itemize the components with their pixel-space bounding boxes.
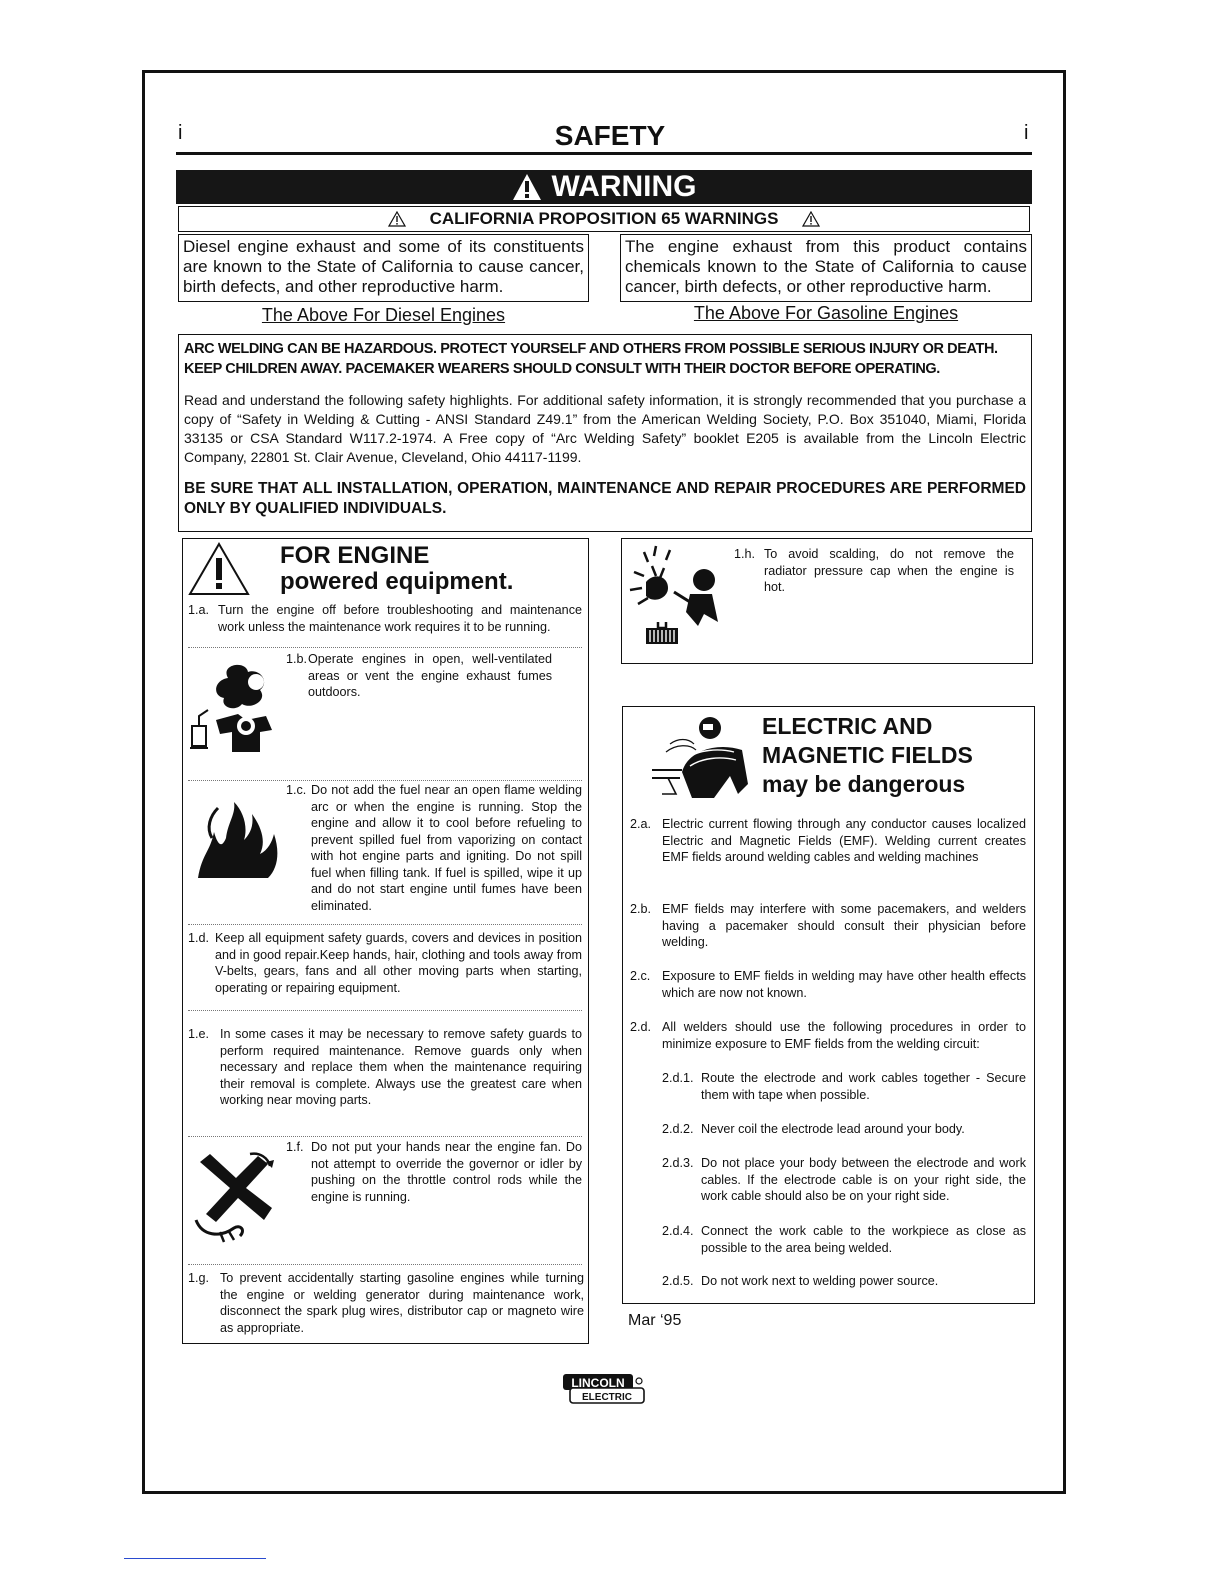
item-text: Do not place your body between the electrode and work cables. If the electrode cable is on your right side, the work cable should also be on your right side. bbox=[701, 1156, 1026, 1203]
engine-item-1g bbox=[188, 1270, 584, 1336]
divider bbox=[188, 1264, 582, 1265]
california-title: CALIFORNIA PROPOSITION 65 WARNINGS bbox=[429, 209, 779, 228]
emf-item-2d bbox=[630, 1019, 1026, 1052]
emf-subitem-2d4 bbox=[662, 1223, 1026, 1256]
logo-text-top: LINCOLN bbox=[571, 1376, 625, 1390]
emf-welder-icon bbox=[648, 714, 752, 804]
warning-banner bbox=[176, 170, 1032, 204]
caution-triangle-icon bbox=[388, 211, 406, 227]
california-title-row bbox=[178, 206, 1030, 232]
engine-item-1e bbox=[188, 1026, 582, 1109]
page-number-left: i bbox=[178, 122, 183, 144]
radiator-steam-icon bbox=[624, 542, 722, 652]
item-text: Connect the work cable to the workpiece as close as possible to the area being welded. bbox=[701, 1224, 1026, 1255]
item-number: 2.d.3. bbox=[662, 1156, 694, 1170]
gasoline-caption: The Above For Gasoline Engines bbox=[693, 303, 959, 323]
page-number-right: i bbox=[1024, 122, 1029, 144]
item-number: 2.d. bbox=[630, 1020, 652, 1034]
divider bbox=[188, 1010, 582, 1011]
item-text: Electric current flowing through any conductor causes localized Electric and Magnetic Fields (EMF). Welding current creates EMF fields around welding cables and welding machines bbox=[662, 817, 1026, 864]
warning-label: WARNING bbox=[551, 170, 697, 203]
item-number: 2.d.5. bbox=[662, 1274, 694, 1288]
warning-triangle-icon bbox=[512, 173, 542, 201]
arc-qualified-text: BE SURE THAT ALL INSTALLATION, OPERATION, MAINTENANCE AND REPAIR PROCEDURES ARE PERFORMED ONLY BY QUALIFIED INDIVIDUALS. bbox=[184, 480, 1026, 517]
item-text: Do not work next to welding power source. bbox=[701, 1274, 939, 1288]
engine-fumes-icon bbox=[186, 660, 280, 756]
emf-subitem-2d5 bbox=[662, 1273, 1026, 1290]
gasoline-warning-box: The engine exhaust from this product contains chemicals known to the State of California to cause cancer, birth defects, or other reproductive harm. bbox=[620, 234, 1032, 302]
item-text: To prevent accidentally starting gasoline engines while turning the engine or welding generator during maintenance work, disconnect the spark plug wires, distributor cap or magneto wire as appropriate. bbox=[220, 1271, 584, 1335]
item-number: 1.f. bbox=[286, 1140, 304, 1154]
item-number: 1.e. bbox=[188, 1027, 210, 1041]
emf-subitem-2d2 bbox=[662, 1121, 1026, 1138]
arc-welding-box bbox=[178, 334, 1032, 532]
item-text: In some cases it may be necessary to remove safety guards to perform required maintenance. Remove guards only when necessary and replace them when the maintenance requiring their removal is complete. Always use the greatest care when working near moving parts. bbox=[220, 1027, 582, 1107]
emf-item-2a bbox=[630, 816, 1026, 866]
lincoln-electric-logo bbox=[562, 1372, 646, 1406]
item-text: Turn the engine off before troubleshooting and maintenance work unless the maintenance work requires it to be running. bbox=[218, 603, 582, 634]
flame-icon bbox=[192, 798, 284, 882]
divider bbox=[188, 924, 582, 925]
item-number: 2.d.4. bbox=[662, 1224, 694, 1238]
item-number: 2.d.2. bbox=[662, 1122, 694, 1136]
emf-item-2b bbox=[630, 901, 1026, 951]
item-text: EMF fields may interfere with some pacemakers, and welders having a pacemaker should consult their physician before welding. bbox=[662, 902, 1026, 949]
engine-title-1: FOR ENGINE bbox=[280, 542, 430, 569]
caution-triangle-icon bbox=[802, 211, 820, 227]
divider bbox=[188, 1136, 582, 1137]
emf-subitem-2d3 bbox=[662, 1155, 1026, 1205]
engine-item-1d bbox=[188, 930, 582, 996]
fan-hand-icon bbox=[190, 1148, 280, 1244]
divider bbox=[188, 647, 582, 648]
engine-title-2: powered equipment. bbox=[280, 568, 514, 595]
caution-triangle-icon bbox=[188, 542, 250, 596]
item-number: 1.c. bbox=[286, 783, 307, 797]
logo-text-bottom: ELECTRIC bbox=[582, 1392, 632, 1403]
engine-item-1a bbox=[188, 602, 582, 635]
item-text: To avoid scalding, do not remove the radiator pressure cap when the engine is hot. bbox=[764, 547, 1014, 594]
arc-headline-1: ARC WELDING CAN BE HAZARDOUS. PROTECT YOURSELF AND OTHERS FROM POSSIBLE SERIOUS INJURY OR DEATH. bbox=[184, 341, 998, 357]
emf-title-3: may be dangerous bbox=[762, 771, 966, 797]
item-text: Do not add the fuel near an open flame welding arc or when the engine is running. Stop the engine and allow it to cool before refueling to prevent spilled fuel from vaporizing on contact with hot engine parts and igniting. Do not spill fuel when filling tank. If fuel is spilled, wipe it up and do not start engine until fumes have been eliminated. bbox=[311, 783, 582, 913]
item-number: 1.b. bbox=[286, 652, 308, 666]
emf-item-2c bbox=[630, 968, 1026, 1001]
diesel-warning-box: Diesel engine exhaust and some of its constituents are known to the State of California to cause cancer, birth defects, and other reproductive harm. bbox=[178, 234, 589, 302]
engine-item-1b bbox=[286, 651, 552, 701]
item-number: 2.c. bbox=[630, 969, 651, 983]
radiator-item-1h bbox=[734, 546, 1014, 596]
diesel-caption: The Above For Diesel Engines bbox=[261, 305, 506, 325]
arc-read-text: Read and understand the following safety highlights. For additional safety information, it is strongly recommended that you purchase a copy of “Safety in Welding & Cutting - ANSI Standard Z49.1” from the American Welding Society, P.O. Box 351040, Miami, Florida 33135 or CSA Standard W117.2-1974. A Free copy of “Arc Welding Safety” booklet E205 is available from the Lincoln Electric Company, 22801 St. Clair Avenue, Cleveland, Ohio 44117-1199. bbox=[184, 392, 1026, 465]
item-text: Exposure to EMF fields in welding may have other health effects which are now not known. bbox=[662, 969, 1026, 1000]
item-number: 1.h. bbox=[734, 547, 756, 561]
item-number: 1.d. bbox=[188, 931, 210, 945]
revision-date: Mar ‘95 bbox=[628, 1312, 682, 1329]
title-rule bbox=[176, 152, 1032, 155]
item-number: 1.a. bbox=[188, 603, 210, 617]
item-number: 2.d.1. bbox=[662, 1071, 694, 1085]
page-title: SAFETY bbox=[554, 120, 666, 151]
engine-item-1f bbox=[286, 1139, 582, 1205]
item-text: All welders should use the following procedures in order to minimize exposure to EMF fields from the welding circuit: bbox=[662, 1020, 1026, 1051]
item-text: Keep all equipment safety guards, covers and devices in position and in good repair.Keep hands, hair, clothing and tools away from V-belts, gears, fans and all other moving parts when starting, operating or repairing equipment. bbox=[215, 931, 582, 995]
item-text: Never coil the electrode lead around your body. bbox=[701, 1122, 965, 1136]
emf-title-1: ELECTRIC AND bbox=[762, 713, 933, 739]
engine-item-1c bbox=[286, 782, 582, 914]
item-text: Operate engines in open, well-ventilated areas or vent the engine exhaust fumes outdoors. bbox=[308, 652, 552, 699]
item-text: Route the electrode and work cables together - Secure them with tape when possible. bbox=[701, 1071, 1026, 1102]
link-underline bbox=[124, 1558, 266, 1559]
emf-title-2: MAGNETIC FIELDS bbox=[762, 742, 973, 768]
item-number: 2.b. bbox=[630, 902, 652, 916]
item-number: 2.a. bbox=[630, 817, 652, 831]
divider bbox=[188, 780, 582, 781]
item-number: 1.g. bbox=[188, 1271, 210, 1285]
item-text: Do not put your hands near the engine fan. Do not attempt to override the governor or idler by pushing on the throttle control rods while the engine is running. bbox=[311, 1140, 582, 1204]
emf-subitem-2d1 bbox=[662, 1070, 1026, 1103]
arc-headline-2: KEEP CHILDREN AWAY. PACEMAKER WEARERS SHOULD CONSULT WITH THEIR DOCTOR BEFORE OPERATING. bbox=[184, 361, 940, 377]
